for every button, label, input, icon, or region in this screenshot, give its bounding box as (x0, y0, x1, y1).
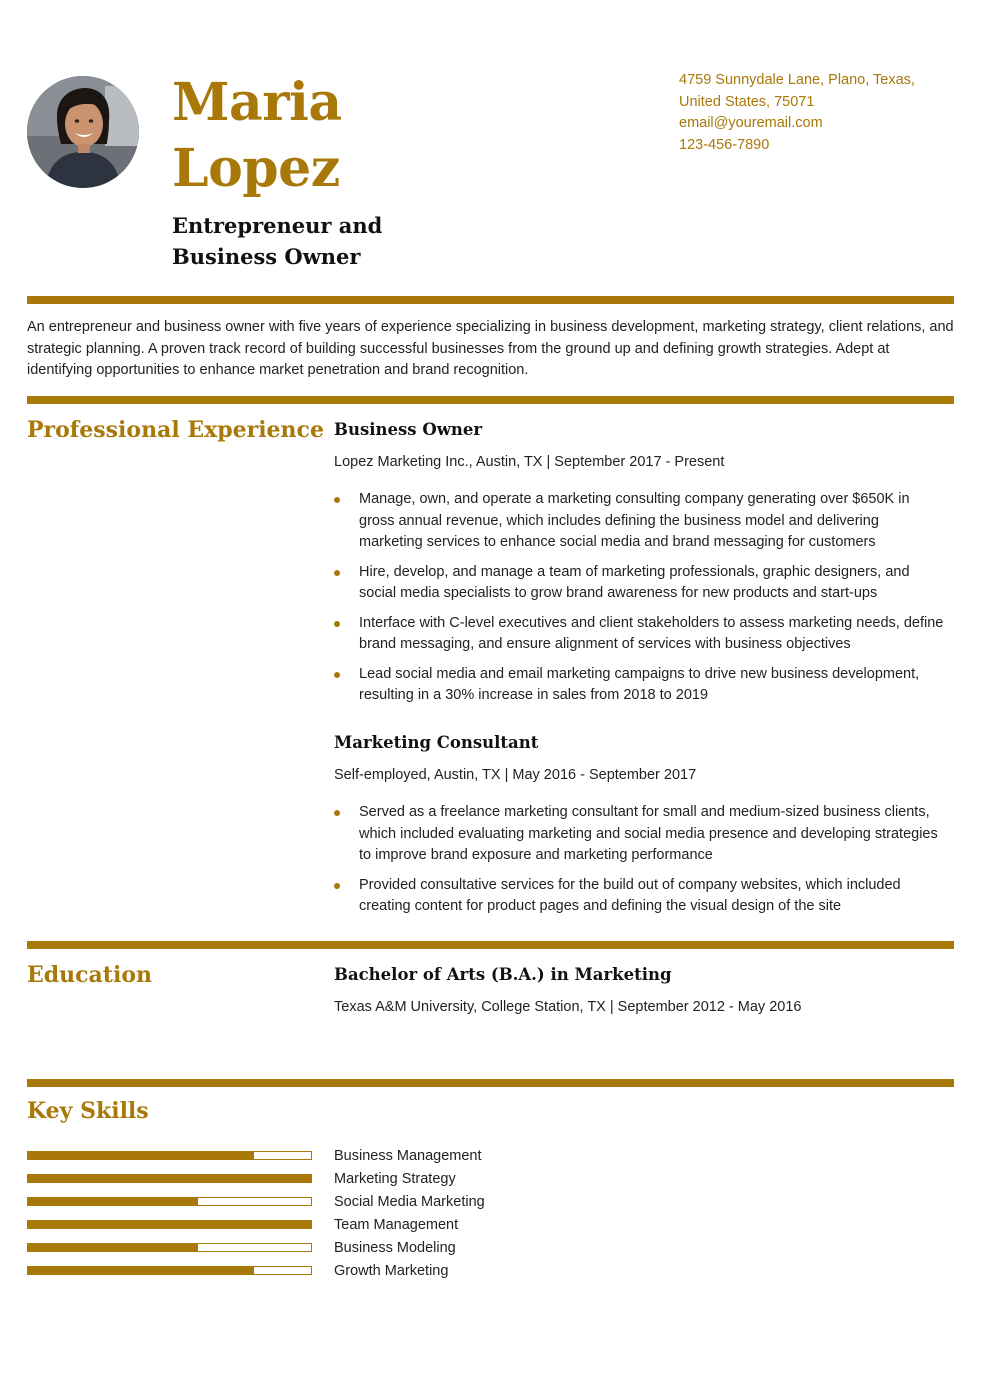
skill-row (27, 1261, 727, 1284)
bullet-text: Served as a freelance marketing consultant for small and medium-sized business clients, which included evaluating marketing and social media presence and developing strategies to improve brand exposure and marketing performance (359, 804, 938, 863)
list-item (334, 664, 944, 707)
skill-label: Social Media Marketing (334, 1194, 485, 1210)
skill-row (27, 1192, 727, 1215)
job-meta: Self-employed, Austin, TX | May 2016 - September 2017 (334, 767, 697, 783)
headline-line-2: Business Owner (172, 244, 361, 269)
contact-block (679, 70, 939, 156)
skill-level-fill (28, 1198, 198, 1205)
divider-header (27, 296, 954, 304)
section-title-education: Education (27, 962, 152, 988)
summary-text: An entrepreneur and business owner with five years of experience specializing in business development, marketing strategy, client relations, and strategic planning. A proven track record of building successful businesses from the ground up and defining growth strategies. Adept at identifying opportunities to enhance market penetration and brand recognition. (27, 319, 954, 378)
list-item (334, 562, 944, 605)
skill-level-bar (27, 1220, 312, 1229)
job-bullets (334, 802, 944, 918)
skill-level-bar (27, 1243, 312, 1252)
bullet-text: Hire, develop, and manage a team of marketing professionals, graphic designers, and social media specialists to grow brand awareness for new products and start-ups (359, 563, 910, 601)
divider-education (27, 1079, 954, 1087)
skills-list (27, 1146, 727, 1284)
skill-level-bar (27, 1174, 312, 1183)
section-title-skills: Key Skills (27, 1098, 149, 1124)
skill-level-fill (28, 1152, 254, 1159)
first-name: Maria (172, 72, 342, 133)
bullet-text: Lead social media and email marketing campaigns to drive new business development, resulting in a 30% increase in sales from 2018 to 2019 (359, 665, 920, 703)
job-role: Marketing Consultant (334, 733, 539, 752)
bullet-text: Interface with C-level executives and client stakeholders to assess marketing needs, define brand messaging, and ensure alignment of services with business objectives (359, 614, 944, 652)
skill-label: Growth Marketing (334, 1263, 449, 1279)
list-item (334, 489, 944, 554)
bullet-dot-icon (334, 883, 340, 889)
job-bullets (334, 489, 944, 707)
job-entry (334, 732, 944, 926)
skill-level-fill (28, 1221, 311, 1228)
section-title-experience: Professional Experience (27, 417, 324, 443)
profile-photo (27, 76, 139, 188)
skill-row (27, 1215, 727, 1238)
bullet-text: Manage, own, and operate a marketing consulting company generating over $650K in gross annual revenue, which includes defining the business model and delivering marketing services to enhance social media and brand messaging for customers (359, 491, 910, 550)
address-line-2: United States, 75071 (679, 93, 815, 110)
address-line-1: 4759 Sunnydale Lane, Plano, Texas, (679, 72, 915, 88)
list-item (334, 613, 944, 656)
skill-row (27, 1146, 727, 1169)
skill-label: Marketing Strategy (334, 1171, 456, 1187)
skill-level-bar (27, 1197, 312, 1206)
skill-row (27, 1238, 727, 1261)
list-item (334, 875, 944, 918)
job-meta: Lopez Marketing Inc., Austin, TX | September 2017 - Present (334, 454, 725, 470)
skill-level-fill (28, 1244, 198, 1251)
list-item (334, 802, 944, 867)
skill-level-fill (28, 1267, 254, 1274)
skill-label: Business Modeling (334, 1240, 456, 1256)
divider-summary (27, 396, 954, 404)
bullet-dot-icon (334, 672, 340, 678)
last-name: Lopez (172, 138, 340, 199)
skill-level-bar (27, 1266, 312, 1275)
education-meta: Texas A&M University, College Station, TX | September 2012 - May 2016 (334, 999, 802, 1015)
headline-title (172, 210, 382, 272)
phone-number: 123-456-7890 (679, 136, 770, 153)
bullet-dot-icon (334, 570, 340, 576)
bullet-text: Provided consultative services for the build out of company websites, which included creating content for product pages and defining the visual design of the site (359, 876, 901, 914)
skill-label: Business Management (334, 1148, 482, 1164)
job-role: Business Owner (334, 420, 483, 439)
skill-level-fill (28, 1175, 311, 1182)
job-entry (334, 419, 944, 715)
bullet-dot-icon (334, 497, 340, 503)
headline-line-1: Entrepreneur and (172, 213, 383, 238)
skill-level-bar (27, 1151, 312, 1160)
candidate-name (172, 70, 342, 202)
bullet-dot-icon (334, 810, 340, 816)
skill-label: Team Management (334, 1217, 459, 1233)
education-entry (334, 964, 944, 1034)
degree-title: Bachelor of Arts (B.A.) in Marketing (334, 965, 672, 984)
email-link[interactable]: email@youremail.com (679, 115, 823, 131)
divider-experience (27, 941, 954, 949)
bullet-dot-icon (334, 621, 340, 627)
skill-row (27, 1169, 727, 1192)
